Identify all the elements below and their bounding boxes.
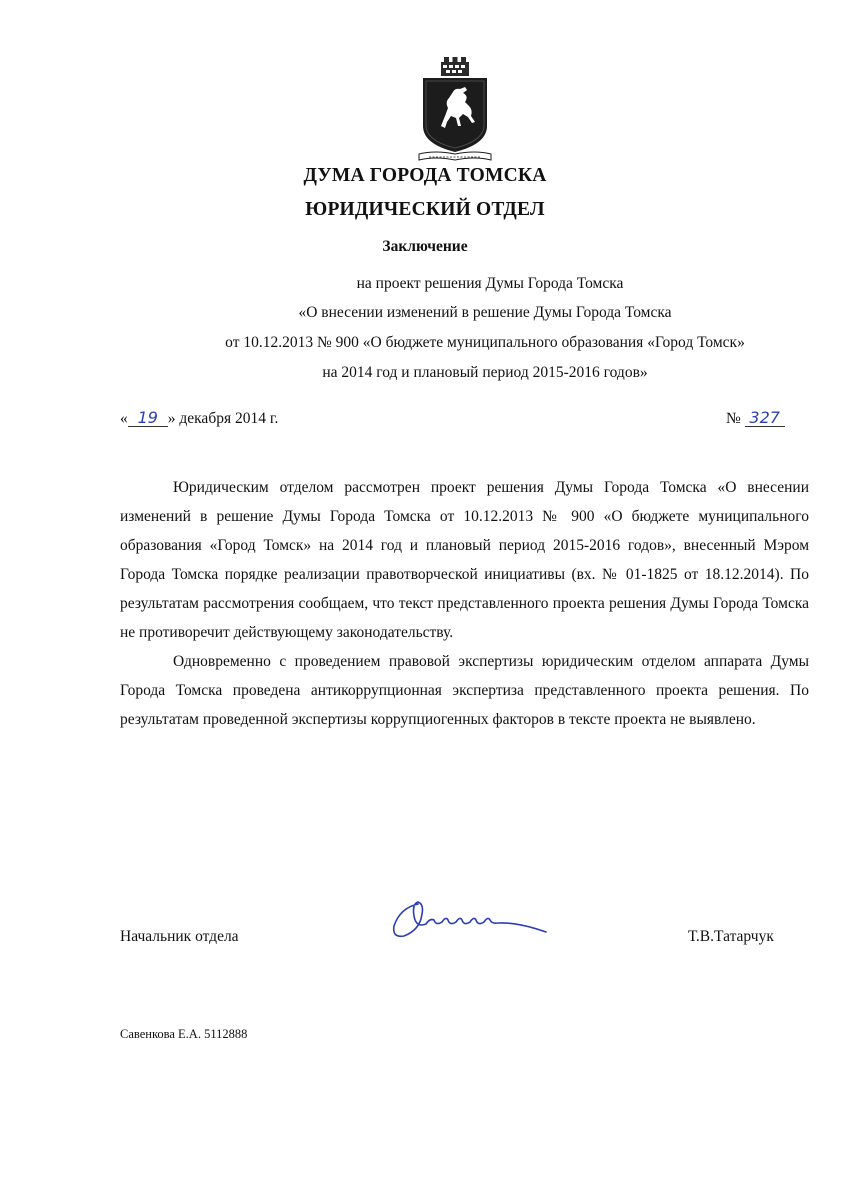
- subject-line: на 2014 год и плановый период 2015-2016 годов»: [322, 364, 648, 381]
- handwritten-signature-icon: [388, 894, 553, 944]
- body-paragraph: Одновременно с проведением правовой экспертизы юридическим отделом аппарата Думы Города Томска проведена антикоррупционная экспертиза представленного проекта решения. По результатам проведенной экспертизы коррупциогенных факторов в тексте проекта не выявлено.: [120, 653, 809, 728]
- organization-name: ДУМА ГОРОДА ТОМСКА: [303, 165, 547, 186]
- tomsk-coat-of-arms-icon: [415, 56, 495, 164]
- document-title: Заключение: [382, 238, 468, 255]
- subject-line: от 10.12.2013 № 900 «О бюджете муниципального образования «Город Томск»: [225, 334, 745, 351]
- subject-line: «О внесении изменений в решение Думы Города Томска: [298, 304, 672, 321]
- body-paragraph: Юридическим отделом рассмотрен проект решения Думы Города Томска «О внесении изменений в решение Думы Города Томска от 10.12.2013 № 900 «О бюджете муниципального образования «Город Томск» на 2014 год и плановый период 2015-2016 годов», внесенный Мэром Города Томска порядке реализации правотворческой инициативы (вх. № 01-1825 от 18.12.2014). По результатам рассмотрения сообщаем, что текст представленного проекта решения Думы Города Томска не противоречит действующему законодательству.: [120, 479, 809, 641]
- date-open-quote: «: [120, 410, 128, 427]
- signatory-title: Начальник отдела: [120, 928, 239, 945]
- date-rest: » декабря 2014 г.: [167, 410, 279, 427]
- date-day-handwritten: 19: [128, 410, 168, 427]
- document-number: [726, 410, 785, 428]
- department-name: ЮРИДИЧЕСКИЙ ОТДЕЛ: [305, 199, 545, 220]
- document-body: [120, 473, 809, 734]
- number-handwritten: 327: [745, 410, 785, 427]
- number-prefix: №: [726, 410, 741, 427]
- document-date: [120, 410, 278, 428]
- signatory-name: Т.В.Татарчук: [688, 928, 774, 945]
- subject-line: на проект решения Думы Города Томска: [356, 275, 624, 292]
- executor-contact: Савенкова Е.А. 5112888: [120, 1027, 248, 1041]
